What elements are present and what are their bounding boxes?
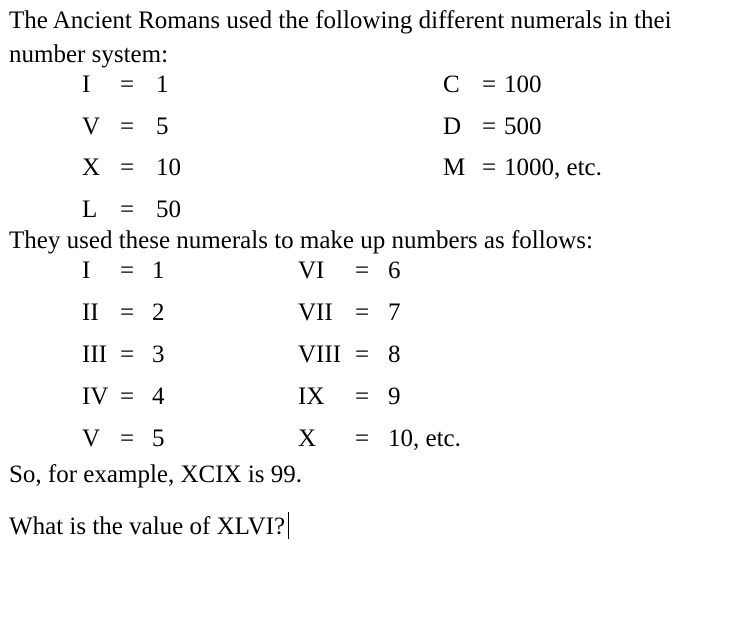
compose-row-right [0,424,749,454]
equals-sign: = [120,341,135,368]
equals-sign: = [355,341,370,368]
equals-sign: = [120,196,135,223]
equals-sign: = [355,299,370,326]
example-text: So, for example, XCIX is 99. [9,461,303,488]
compose-row-right [0,256,749,286]
numeral-symbol: I [82,71,91,98]
equals-sign: = [355,425,370,452]
numeral-value: 5 [156,113,169,140]
numeral-symbol: V [82,425,101,452]
numeral-value: 7 [388,299,401,326]
equals-sign: = [120,425,135,452]
numeral-value: 100 [504,71,542,98]
equals-sign: = [120,113,135,140]
basic-row-right [0,153,749,183]
numeral-value: 5 [152,425,165,452]
text-cursor [288,512,289,539]
equals-sign: = [482,113,497,140]
basic-row-right [0,70,749,100]
numeral-value: 500 [504,113,542,140]
numeral-value: 1 [156,71,169,98]
numeral-value: 10 [156,154,181,181]
equals-sign: = [120,257,135,284]
equals-sign: = [120,383,135,410]
numeral-value: 4 [152,383,165,410]
numeral-symbol: L [82,196,98,223]
numeral-value: 1 [152,257,165,284]
equals-sign: = [120,71,135,98]
numeral-symbol: IV [82,383,109,410]
intro-line-1: The Ancient Romans used the following different numerals in thei [9,7,672,34]
intro-line-2: number system: [9,41,169,68]
equals-sign: = [355,383,370,410]
numeral-value: 6 [388,257,401,284]
numeral-symbol: VIII [298,341,342,368]
numeral-symbol: M [443,154,466,181]
numeral-symbol: X [82,154,101,181]
numeral-symbol: VI [298,257,325,284]
question-text: What is the value of XLVI? [9,513,286,540]
intro-line-3: They used these numerals to make up numbers as follows: [9,227,593,254]
numeral-value: 3 [152,341,165,368]
numeral-symbol: V [82,113,101,140]
basic-row-right [0,112,749,142]
numeral-symbol: II [82,299,99,326]
compose-row-right [0,340,749,370]
equals-sign: = [482,154,497,181]
numeral-value: 10, etc. [388,425,461,452]
numeral-value: 50 [156,196,181,223]
numeral-symbol: I [82,257,91,284]
numeral-symbol: VII [298,299,333,326]
numeral-symbol: C [443,71,460,98]
numeral-value: 8 [388,341,401,368]
numeral-symbol: X [298,425,317,452]
question-line [9,512,289,542]
numeral-symbol: III [82,341,107,368]
numeral-value: 9 [388,383,401,410]
equals-sign: = [482,71,497,98]
basic-row-left [0,195,749,225]
numeral-value: 2 [152,299,165,326]
equals-sign: = [120,299,135,326]
equals-sign: = [120,154,135,181]
compose-row-right [0,382,749,412]
equals-sign: = [355,257,370,284]
numeral-symbol: D [443,113,462,140]
numeral-value: 1000, etc. [504,154,602,181]
compose-row-right [0,298,749,328]
numeral-symbol: IX [298,383,325,410]
